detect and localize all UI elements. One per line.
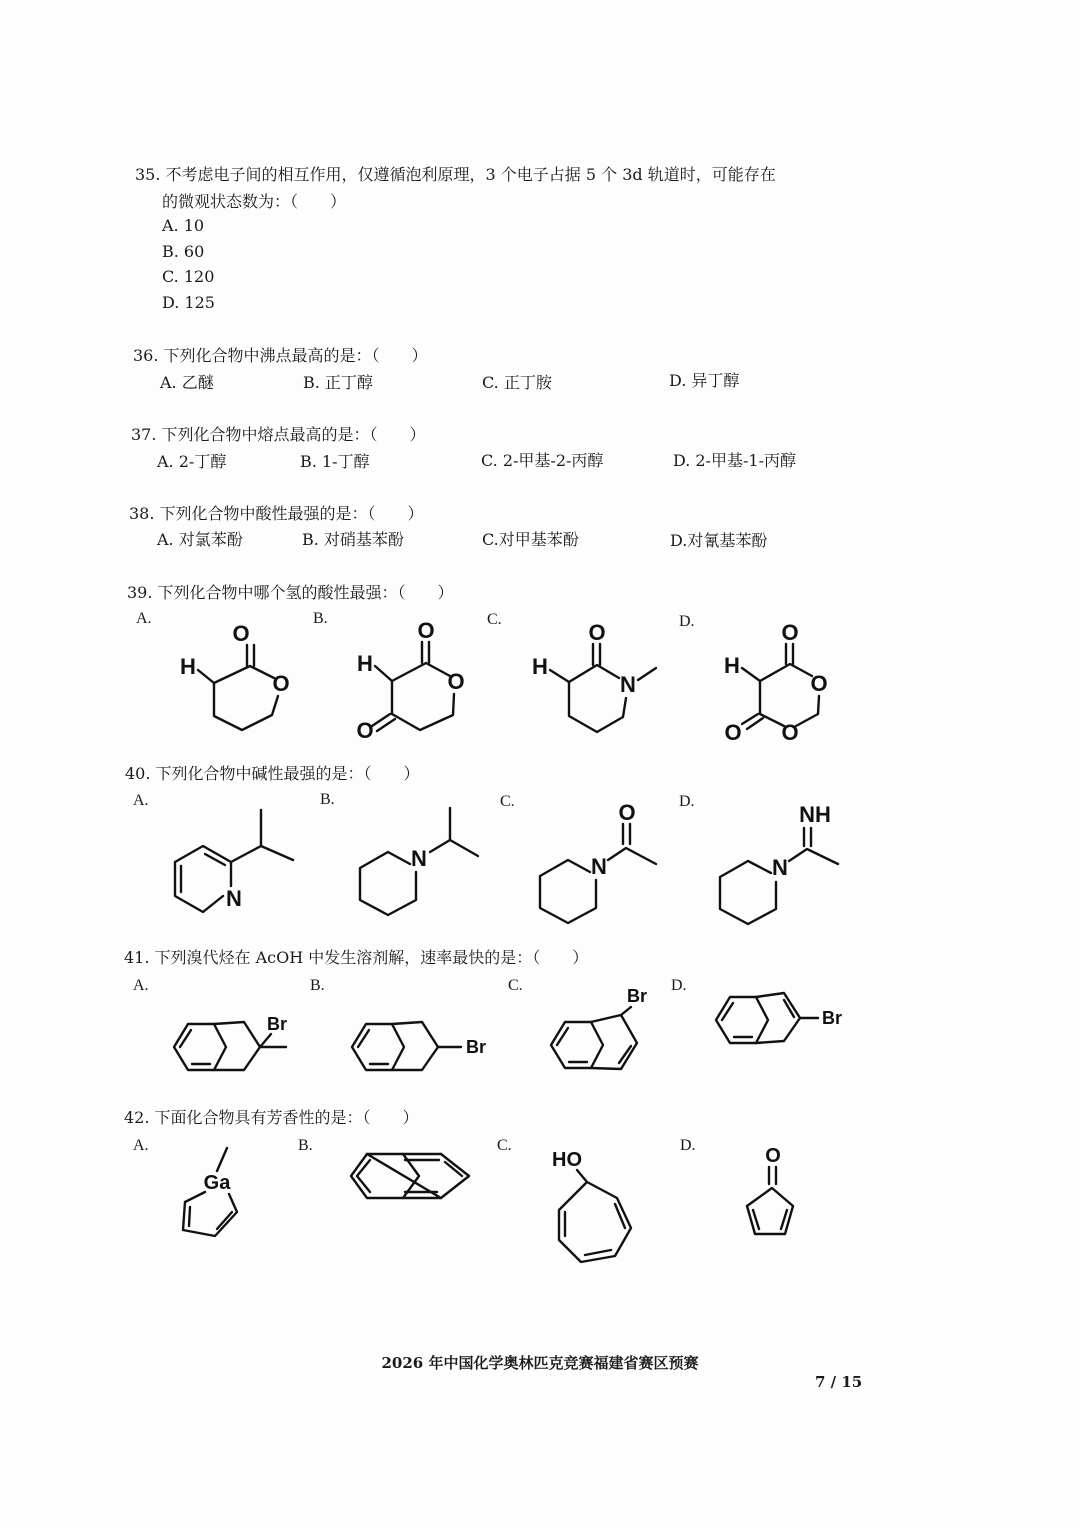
svg-text:N: N	[591, 854, 607, 879]
q40-structure-c	[530, 800, 670, 925]
q36-option-c: C. 正丁胺	[482, 373, 552, 392]
q41-structure-b	[348, 1010, 498, 1080]
q38-option-b: B. 对硝基苯酚	[302, 530, 404, 549]
q42-stem: 42. 下面化合物具有芳香性的是：（ ）	[124, 1108, 419, 1127]
svg-text:O: O	[618, 800, 636, 825]
q39-structure-c	[525, 620, 665, 745]
svg-text:O: O	[356, 718, 374, 743]
svg-text:O: O	[447, 669, 465, 694]
q42-structure-b	[345, 1148, 480, 1208]
q41-structure-a	[170, 1010, 300, 1080]
q39-structure-d	[718, 618, 848, 748]
q35-option-a: A. 10	[162, 216, 205, 235]
q39-label-a: A.	[136, 610, 152, 627]
q37-option-c: C. 2-甲基-2-丙醇	[481, 451, 604, 470]
q39-stem: 39. 下列化合物中哪个氢的酸性最强：（ ）	[127, 583, 454, 602]
q36-option-d: D. 异丁醇	[669, 371, 740, 390]
q36-stem: 36. 下列化合物中沸点最高的是：（ ）	[133, 346, 428, 365]
svg-text:N: N	[411, 846, 427, 871]
q37-option-d: D. 2-甲基-1-丙醇	[673, 451, 797, 470]
svg-text:O: O	[232, 621, 250, 646]
q40-stem: 40. 下列化合物中碱性最强的是：（ ）	[125, 764, 420, 783]
q40-structure-a	[165, 800, 305, 925]
svg-text:O: O	[724, 720, 742, 745]
q40-label-c: C.	[500, 793, 515, 810]
svg-text:O: O	[588, 620, 606, 645]
svg-text:O: O	[272, 671, 290, 696]
q40-structure-b	[350, 800, 490, 925]
q35-option-d: D. 125	[162, 293, 215, 312]
svg-text:N: N	[772, 855, 788, 880]
svg-text:O: O	[765, 1145, 781, 1167]
q42-structure-d	[725, 1140, 805, 1250]
q42-structure-a	[175, 1140, 255, 1240]
q37-option-a: A. 2-丁醇	[157, 452, 227, 471]
svg-text:NH: NH	[799, 802, 831, 827]
page-number: 7 / 15	[815, 1373, 863, 1391]
q38-stem: 38. 下列化合物中酸性最强的是：（ ）	[129, 504, 424, 523]
q39-structure-a	[170, 618, 300, 748]
q40-label-d: D.	[679, 793, 695, 810]
q41-label-b: B.	[310, 977, 325, 994]
svg-text:O: O	[781, 620, 799, 645]
q38-option-a: A. 对氯苯酚	[157, 530, 243, 549]
svg-text:O: O	[417, 618, 435, 643]
svg-text:H: H	[357, 651, 373, 676]
q39-label-c: C.	[487, 611, 502, 628]
q35-option-c: C. 120	[162, 267, 215, 286]
q37-stem: 37. 下列化合物中熔点最高的是：（ ）	[131, 425, 426, 444]
q35-stem-line1: 35. 不考虑电子间的相互作用，仅遵循泡利原理，3 个电子占据 5 个 3d 轨道时，可能存在	[135, 165, 776, 184]
q40-structure-d	[710, 800, 850, 925]
svg-text:H: H	[724, 653, 740, 678]
svg-text:N: N	[226, 886, 242, 911]
q41-label-a: A.	[133, 977, 149, 994]
svg-text:H: H	[532, 654, 548, 679]
q36-option-a: A. 乙醚	[160, 373, 214, 392]
q41-label-c: C.	[508, 977, 523, 994]
q35-stem-line2: 的微观状态数为：（ ）	[162, 192, 347, 211]
svg-text:O: O	[810, 671, 828, 696]
q35-option-b: B. 60	[162, 242, 205, 261]
svg-text:Br: Br	[821, 1008, 843, 1028]
q41-structure-c	[545, 985, 655, 1080]
q39-structure-b	[350, 618, 480, 748]
q37-option-b: B. 1-丁醇	[300, 452, 370, 471]
q40-label-b: B.	[320, 791, 335, 808]
q42-label-c: C.	[497, 1137, 512, 1154]
q41-stem: 41. 下列溴代烃在 AcOH 中发生溶剂解，速率最快的是：（ ）	[124, 948, 589, 967]
q39-label-d: D.	[679, 613, 695, 630]
q42-label-b: B.	[298, 1137, 313, 1154]
svg-text:Br: Br	[465, 1037, 487, 1057]
q42-structure-c	[545, 1142, 645, 1272]
q42-label-d: D.	[680, 1137, 696, 1154]
q36-option-b: B. 正丁醇	[303, 373, 373, 392]
footer-title: 2026 年中国化学奥林匹克竞赛福建省赛区预赛	[381, 1354, 699, 1372]
svg-text:Br: Br	[626, 986, 648, 1006]
svg-text:Br: Br	[266, 1014, 288, 1034]
svg-text:N: N	[620, 672, 636, 697]
q39-label-b: B.	[313, 610, 328, 627]
q40-label-a: A.	[133, 792, 149, 809]
q42-label-a: A.	[133, 1137, 149, 1154]
q41-label-d: D.	[671, 977, 687, 994]
svg-text:H: H	[180, 654, 196, 679]
q38-option-c: C.对甲基苯酚	[482, 530, 579, 549]
svg-text:HO: HO	[552, 1149, 582, 1171]
q41-structure-d	[712, 985, 852, 1055]
svg-text:Ga: Ga	[203, 1172, 231, 1194]
svg-text:O: O	[781, 720, 799, 745]
q38-option-d: D.对氰基苯酚	[670, 531, 768, 550]
